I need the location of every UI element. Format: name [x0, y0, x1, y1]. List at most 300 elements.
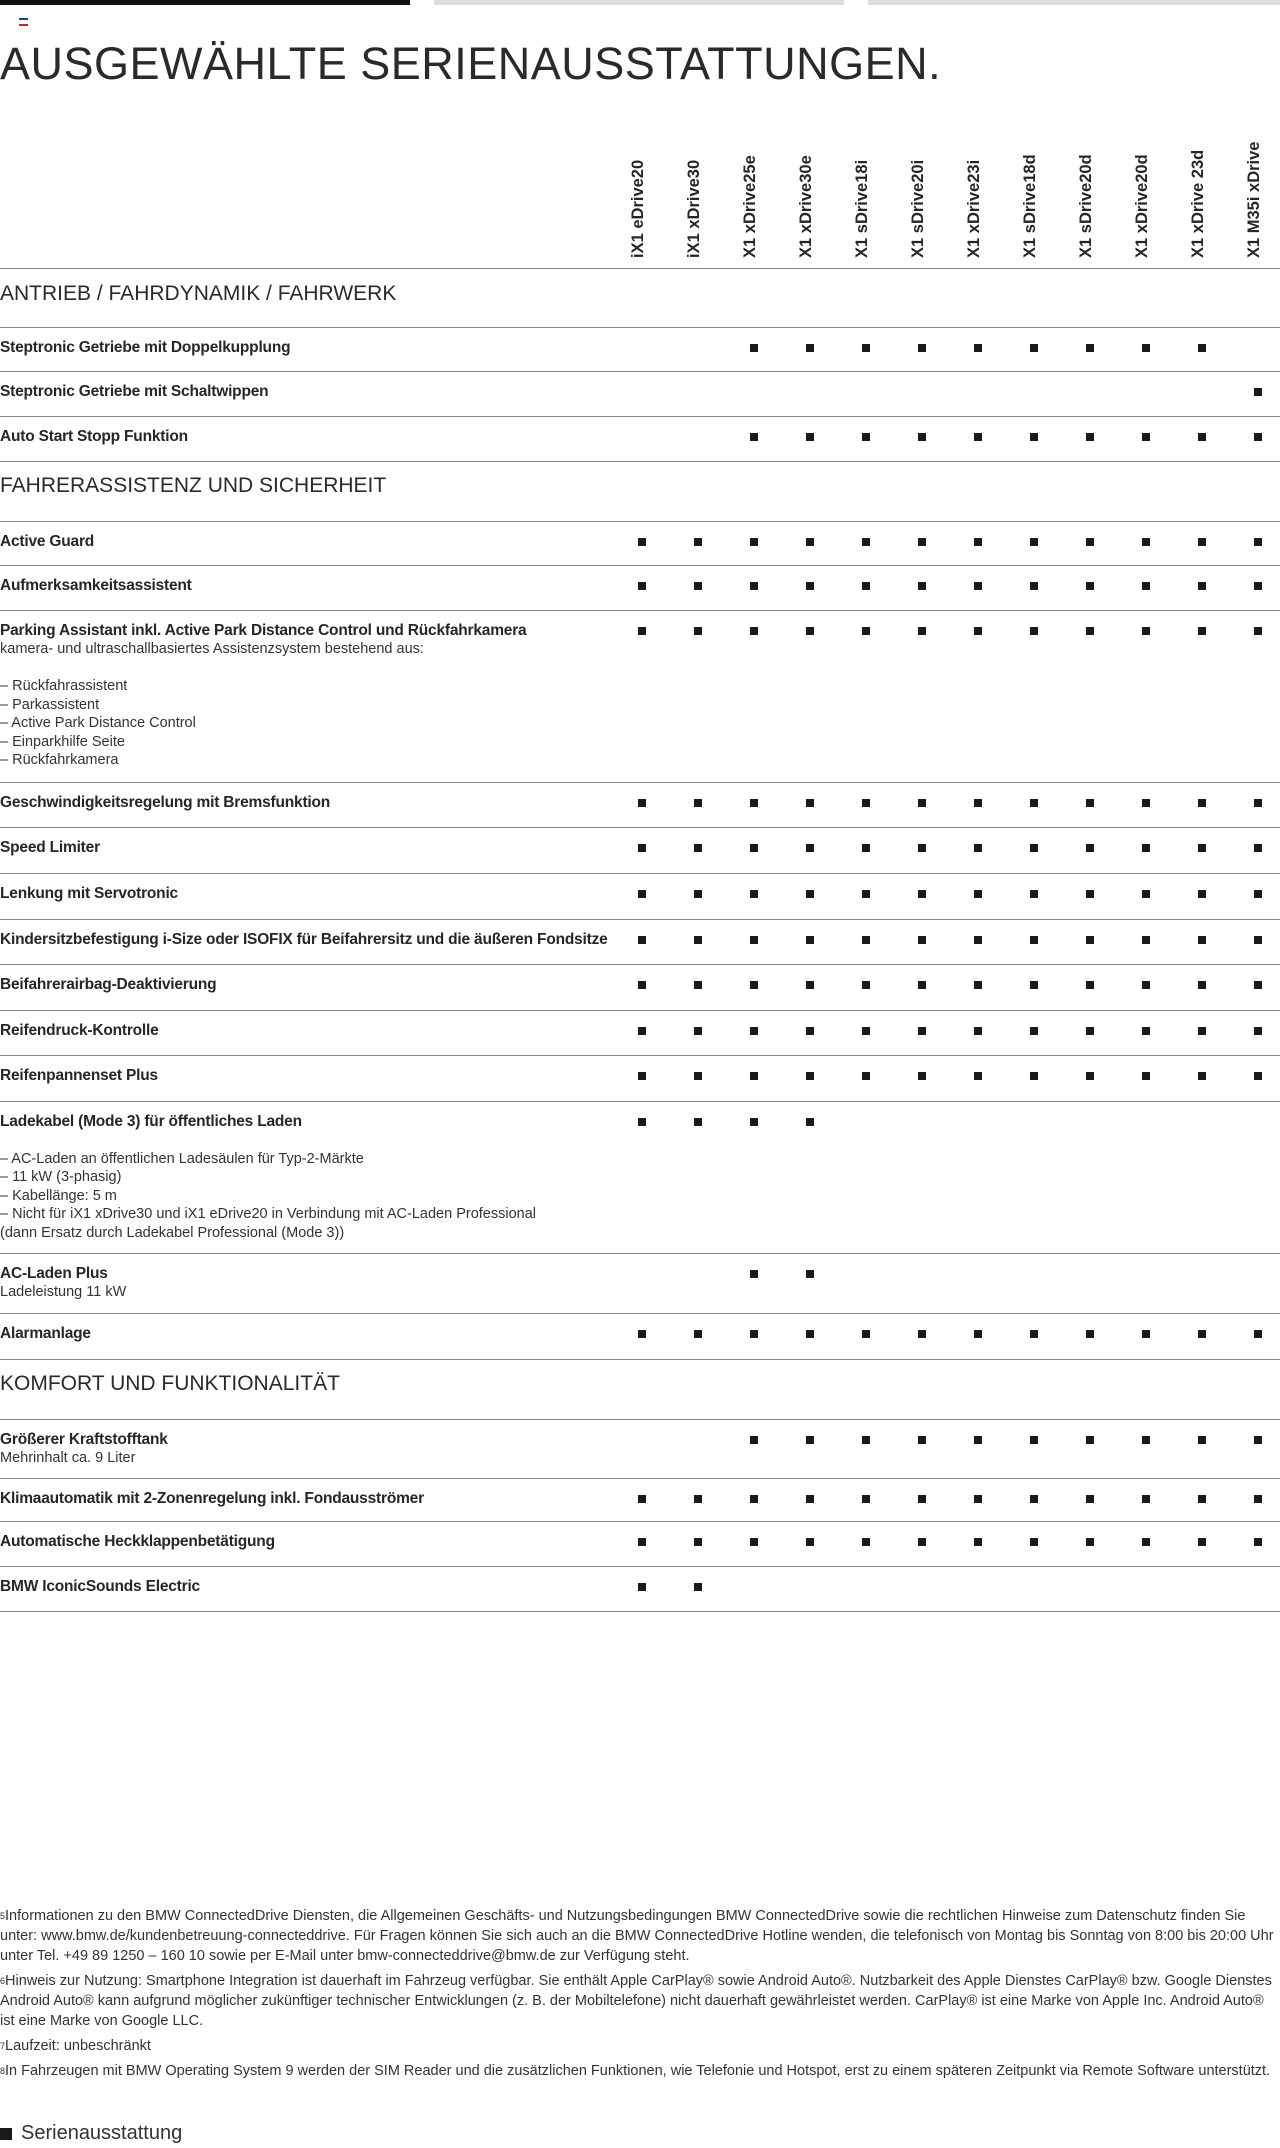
feature-name: Lenkung mit Servotronic — [0, 885, 178, 902]
section-title: FAHRERASSISTENZ UND SICHERHEIT — [0, 474, 387, 497]
serienausstattung-marker-icon — [1254, 799, 1262, 807]
serienausstattung-marker-icon — [1142, 627, 1150, 635]
model-column-header — [614, 130, 670, 258]
serienausstattung-marker-icon — [1086, 627, 1094, 635]
serienausstattung-marker-icon — [1086, 582, 1094, 590]
serienausstattung-marker-icon — [862, 799, 870, 807]
serienausstattung-marker-icon — [1030, 1436, 1038, 1444]
serienausstattung-marker-icon — [862, 1495, 870, 1503]
serienausstattung-marker-icon — [1030, 1538, 1038, 1546]
availability-marks — [614, 582, 1280, 594]
serienausstattung-marker-icon — [1030, 1495, 1038, 1503]
serienausstattung-marker-icon — [1142, 1072, 1150, 1080]
serienausstattung-marker-icon — [1086, 799, 1094, 807]
serienausstattung-marker-icon — [862, 890, 870, 898]
serienausstattung-marker-icon — [974, 582, 982, 590]
serienausstattung-marker-icon — [862, 433, 870, 441]
serienausstattung-marker-icon — [1254, 538, 1262, 546]
serienausstattung-marker-icon — [1086, 1330, 1094, 1338]
serienausstattung-marker-icon — [974, 1495, 982, 1503]
footnote — [0, 1906, 1280, 1966]
serienausstattung-marker-icon — [1142, 890, 1150, 898]
availability-marks — [614, 981, 1280, 993]
feature-name: Steptronic Getriebe mit Schaltwippen — [0, 383, 269, 400]
serienausstattung-marker-icon — [0, 2128, 12, 2140]
footnote-text: Informationen zu den BMW ConnectedDrive Diensten, die Allgemeinen Geschäfts- und Nutzungsbedingungen BMW ConnectedDrive sowie die rechtlichen Hinweise zum Datenschutz finden Sie unter: www.bmw.de/kundenbetreuung-connecteddrive. Für Fragen können Sie sich auch an die BMW ConnectedDrive Hotline wenden, die telefonisch von Montag bis Sonntag von 8:00 bis 20:00 Uhr unter Tel. +49 89 1250 – 160 10 sowie per E-Mail unter bmw-connecteddrive@bmw.de zur Verfügung steht. — [0, 1908, 1274, 1964]
availability-marks — [614, 538, 1280, 550]
serienausstattung-marker-icon — [750, 1027, 758, 1035]
serienausstattung-marker-icon — [1030, 936, 1038, 944]
serienausstattung-marker-icon — [694, 1330, 702, 1338]
serienausstattung-marker-icon — [1198, 1027, 1206, 1035]
feature-label — [0, 975, 620, 994]
serienausstattung-marker-icon — [1254, 844, 1262, 852]
serienausstattung-marker-icon — [974, 981, 982, 989]
progress-segment — [434, 0, 844, 5]
serienausstattung-marker-icon — [918, 1538, 926, 1546]
feature-name: Geschwindigkeitsregelung mit Bremsfunktion — [0, 794, 331, 811]
serienausstattung-marker-icon — [638, 1118, 646, 1126]
serienausstattung-marker-icon — [862, 1538, 870, 1546]
serienausstattung-marker-icon — [1198, 1538, 1206, 1546]
serienausstattung-marker-icon — [806, 538, 814, 546]
serienausstattung-marker-icon — [1254, 1027, 1262, 1035]
model-column-header — [1230, 130, 1280, 258]
serienausstattung-marker-icon — [694, 1027, 702, 1035]
table-row — [0, 965, 1280, 1011]
model-name: X1 sDrive20i — [909, 159, 927, 258]
serienausstattung-marker-icon — [806, 582, 814, 590]
feature-label — [0, 1324, 620, 1343]
serienausstattung-marker-icon — [1142, 538, 1150, 546]
serienausstattung-marker-icon — [638, 936, 646, 944]
serienausstattung-marker-icon — [974, 433, 982, 441]
model-name: X1 sDrive18i — [853, 159, 871, 258]
serienausstattung-marker-icon — [862, 1027, 870, 1035]
model-column-header — [726, 130, 782, 258]
serienausstattung-marker-icon — [750, 799, 758, 807]
model-name: X1 xDrive 23d — [1189, 149, 1207, 258]
serienausstattung-marker-icon — [1254, 1072, 1262, 1080]
serienausstattung-marker-icon — [1142, 1436, 1150, 1444]
footnote-number: 7 — [0, 2041, 6, 2051]
feature-label — [0, 338, 620, 357]
serienausstattung-marker-icon — [1086, 981, 1094, 989]
serienausstattung-marker-icon — [862, 844, 870, 852]
feature-name: Automatische Heckklappenbetätigung — [0, 1533, 275, 1550]
serienausstattung-marker-icon — [750, 890, 758, 898]
feature-label — [0, 1066, 620, 1085]
serienausstattung-marker-icon — [694, 981, 702, 989]
feature-label — [0, 884, 620, 903]
model-column-header — [670, 130, 726, 258]
serienausstattung-marker-icon — [1198, 1330, 1206, 1338]
serienausstattung-marker-icon — [1198, 433, 1206, 441]
availability-marks — [614, 1270, 1280, 1282]
feature-name: Ladekabel (Mode 3) für öffentliches Laden — [0, 1113, 302, 1130]
model-column-header — [838, 130, 894, 258]
serienausstattung-marker-icon — [694, 799, 702, 807]
serienausstattung-marker-icon — [750, 981, 758, 989]
progress-segment — [868, 0, 1280, 5]
table-row — [0, 1479, 1280, 1522]
serienausstattung-marker-icon — [1198, 890, 1206, 898]
table-row — [0, 874, 1280, 920]
serienausstattung-marker-icon — [806, 344, 814, 352]
serienausstattung-marker-icon — [974, 844, 982, 852]
serienausstattung-marker-icon — [1030, 1072, 1038, 1080]
serienausstattung-marker-icon — [1142, 981, 1150, 989]
feature-name: BMW IconicSounds Electric — [0, 1578, 200, 1595]
model-name: X1 M35i xDrive — [1245, 141, 1263, 258]
model-column-header — [950, 130, 1006, 258]
availability-marks — [614, 936, 1280, 948]
availability-marks — [614, 799, 1280, 811]
serienausstattung-marker-icon — [694, 538, 702, 546]
serienausstattung-marker-icon — [806, 1436, 814, 1444]
feature-name: Parking Assistant inkl. Active Park Distance Control und Rückfahrkamera — [0, 622, 527, 639]
feature-label — [0, 1430, 620, 1468]
serienausstattung-marker-icon — [1086, 1027, 1094, 1035]
table-row — [0, 1102, 1280, 1254]
serienausstattung-marker-icon — [638, 1072, 646, 1080]
feature-name: Aufmerksamkeitsassistent — [0, 577, 192, 594]
serienausstattung-marker-icon — [806, 1330, 814, 1338]
serienausstattung-marker-icon — [974, 1027, 982, 1035]
section-header — [0, 282, 1280, 306]
serienausstattung-marker-icon — [1142, 582, 1150, 590]
table-row — [0, 1567, 1280, 1612]
availability-marks — [614, 844, 1280, 856]
footnote-number: 6 — [0, 1976, 6, 1986]
serienausstattung-marker-icon — [1198, 799, 1206, 807]
serienausstattung-marker-icon — [694, 844, 702, 852]
serienausstattung-marker-icon — [1198, 344, 1206, 352]
flag-icon — [19, 18, 28, 25]
serienausstattung-marker-icon — [806, 1495, 814, 1503]
model-column-header — [1118, 130, 1174, 258]
serienausstattung-marker-icon — [974, 1330, 982, 1338]
table-row — [0, 1522, 1280, 1567]
serienausstattung-marker-icon — [1254, 981, 1262, 989]
table-row — [0, 417, 1280, 462]
serienausstattung-marker-icon — [974, 799, 982, 807]
feature-label — [0, 793, 620, 812]
feature-description: Mehrinhalt ca. 9 Liter — [0, 1450, 136, 1466]
feature-label — [0, 576, 620, 595]
feature-name: Speed Limiter — [0, 839, 100, 856]
serienausstattung-marker-icon — [1142, 1027, 1150, 1035]
serienausstattung-marker-icon — [638, 627, 646, 635]
feature-name: Active Guard — [0, 533, 95, 550]
model-column-header — [1006, 130, 1062, 258]
page-progress-bar — [0, 0, 1280, 6]
serienausstattung-marker-icon — [1030, 538, 1038, 546]
serienausstattung-marker-icon — [1142, 799, 1150, 807]
serienausstattung-marker-icon — [1254, 627, 1262, 635]
serienausstattung-marker-icon — [1142, 433, 1150, 441]
model-name: X1 xDrive25e — [741, 155, 759, 258]
feature-label — [0, 427, 620, 446]
availability-marks — [614, 627, 1280, 639]
serienausstattung-marker-icon — [750, 344, 758, 352]
serienausstattung-marker-icon — [918, 344, 926, 352]
model-name: X1 xDrive20d — [1133, 154, 1151, 258]
legend-label: Serienausstattung — [21, 2122, 183, 2144]
serienausstattung-marker-icon — [1254, 890, 1262, 898]
feature-label — [0, 621, 620, 770]
serienausstattung-marker-icon — [1142, 1330, 1150, 1338]
table-row — [0, 611, 1280, 783]
feature-name: Auto Start Stopp Funktion — [0, 428, 188, 445]
feature-label — [0, 1489, 620, 1508]
serienausstattung-marker-icon — [1198, 936, 1206, 944]
serienausstattung-marker-icon — [1030, 799, 1038, 807]
serienausstattung-marker-icon — [974, 344, 982, 352]
serienausstattung-marker-icon — [750, 1270, 758, 1278]
serienausstattung-marker-icon — [1030, 344, 1038, 352]
serienausstattung-marker-icon — [1254, 1538, 1262, 1546]
serienausstattung-marker-icon — [1142, 1538, 1150, 1546]
feature-name: AC-Laden Plus — [0, 1265, 108, 1282]
serienausstattung-marker-icon — [1086, 1495, 1094, 1503]
footnote-text: Laufzeit: unbeschränkt — [5, 2038, 151, 2054]
serienausstattung-marker-icon — [806, 627, 814, 635]
serienausstattung-marker-icon — [750, 936, 758, 944]
availability-marks — [614, 1072, 1280, 1084]
model-column-header — [894, 130, 950, 258]
section-title: KOMFORT UND FUNKTIONALITÄT — [0, 1372, 340, 1395]
serienausstattung-marker-icon — [694, 1118, 702, 1126]
table-row — [0, 1254, 1280, 1314]
serienausstattung-marker-icon — [918, 1495, 926, 1503]
serienausstattung-marker-icon — [806, 890, 814, 898]
serienausstattung-marker-icon — [862, 1072, 870, 1080]
model-name: iX1 eDrive20 — [629, 159, 647, 258]
serienausstattung-marker-icon — [1030, 433, 1038, 441]
serienausstattung-marker-icon — [750, 627, 758, 635]
serienausstattung-marker-icon — [862, 627, 870, 635]
footnotes — [0, 1906, 1280, 2086]
serienausstattung-marker-icon — [918, 844, 926, 852]
feature-label — [0, 1577, 620, 1596]
serienausstattung-marker-icon — [1086, 344, 1094, 352]
table-row — [0, 566, 1280, 611]
serienausstattung-marker-icon — [638, 1495, 646, 1503]
serienausstattung-marker-icon — [918, 936, 926, 944]
serienausstattung-marker-icon — [806, 1538, 814, 1546]
feature-label — [0, 532, 620, 551]
serienausstattung-marker-icon — [918, 1072, 926, 1080]
model-name: X1 sDrive20d — [1077, 154, 1095, 258]
serienausstattung-marker-icon — [694, 1072, 702, 1080]
serienausstattung-marker-icon — [694, 936, 702, 944]
model-name: iX1 xDrive30 — [685, 159, 703, 258]
feature-name: Alarmanlage — [0, 1325, 91, 1342]
serienausstattung-marker-icon — [1030, 844, 1038, 852]
serienausstattung-marker-icon — [1030, 1027, 1038, 1035]
serienausstattung-marker-icon — [1254, 1436, 1262, 1444]
model-column-header — [1174, 130, 1230, 258]
serienausstattung-marker-icon — [1254, 1330, 1262, 1338]
serienausstattung-marker-icon — [862, 981, 870, 989]
serienausstattung-marker-icon — [918, 582, 926, 590]
feature-label — [0, 1264, 620, 1302]
feature-label — [0, 1021, 620, 1040]
serienausstattung-marker-icon — [862, 538, 870, 546]
feature-name: Reifendruck-Kontrolle — [0, 1022, 159, 1039]
footnote — [0, 2036, 1280, 2056]
serienausstattung-marker-icon — [1198, 1436, 1206, 1444]
header-divider — [0, 268, 1280, 269]
availability-marks — [614, 1330, 1280, 1342]
serienausstattung-marker-icon — [918, 981, 926, 989]
serienausstattung-marker-icon — [806, 433, 814, 441]
serienausstattung-marker-icon — [638, 582, 646, 590]
page-title: AUSGEWÄHLTE SERIENAUSSTATTUNGEN. — [0, 38, 942, 89]
section-header — [0, 474, 1280, 498]
serienausstattung-marker-icon — [638, 1583, 646, 1591]
serienausstattung-marker-icon — [638, 799, 646, 807]
model-name: X1 xDrive30e — [797, 155, 815, 258]
serienausstattung-marker-icon — [1086, 433, 1094, 441]
serienausstattung-marker-icon — [694, 582, 702, 590]
serienausstattung-marker-icon — [806, 936, 814, 944]
serienausstattung-marker-icon — [806, 799, 814, 807]
serienausstattung-marker-icon — [694, 1538, 702, 1546]
table-row — [0, 1314, 1280, 1360]
serienausstattung-marker-icon — [1198, 627, 1206, 635]
serienausstattung-marker-icon — [750, 1538, 758, 1546]
serienausstattung-marker-icon — [750, 1330, 758, 1338]
footnote-text: Hinweis zur Nutzung: Smartphone Integration ist dauerhaft im Fahrzeug verfügbar. Sie enthält Apple CarPlay® sowie Android Auto®. Nutzbarkeit des Apple Dienstes CarPlay® bzw. Google Dienstes Android Auto® kann aufgrund möglicher zukünftiger technischer Entwicklungen (z. B. der Mobiltelefone) nicht dauerhaft gewährleistet werden. CarPlay® ist eine Marke von Apple Inc. Android Auto® ist eine Marke von Google LLC. — [0, 1973, 1272, 2029]
serienausstattung-marker-icon — [974, 936, 982, 944]
availability-marks — [614, 433, 1280, 445]
availability-marks — [614, 388, 1280, 400]
feature-label — [0, 1532, 620, 1551]
serienausstattung-marker-icon — [638, 538, 646, 546]
serienausstattung-marker-icon — [638, 981, 646, 989]
serienausstattung-marker-icon — [1030, 981, 1038, 989]
serienausstattung-marker-icon — [1030, 627, 1038, 635]
availability-marks — [614, 1538, 1280, 1550]
serienausstattung-marker-icon — [806, 1072, 814, 1080]
serienausstattung-marker-icon — [638, 844, 646, 852]
serienausstattung-marker-icon — [806, 1027, 814, 1035]
feature-name: Klimaautomatik mit 2-Zonenregelung inkl. Fondausströmer — [0, 1490, 424, 1507]
serienausstattung-marker-icon — [694, 1583, 702, 1591]
section-header — [0, 1372, 1280, 1396]
feature-name: Reifenpannenset Plus — [0, 1067, 158, 1084]
serienausstattung-marker-icon — [974, 538, 982, 546]
serienausstattung-marker-icon — [1198, 981, 1206, 989]
serienausstattung-marker-icon — [918, 890, 926, 898]
serienausstattung-marker-icon — [750, 1495, 758, 1503]
serienausstattung-marker-icon — [638, 1330, 646, 1338]
availability-marks — [614, 1118, 1280, 1130]
footnote-number: 5 — [0, 1911, 6, 1921]
serienausstattung-marker-icon — [1198, 844, 1206, 852]
table-row — [0, 372, 1280, 417]
model-name: X1 sDrive18d — [1021, 154, 1039, 258]
serienausstattung-marker-icon — [918, 1027, 926, 1035]
availability-marks — [614, 344, 1280, 356]
serienausstattung-marker-icon — [806, 1270, 814, 1278]
serienausstattung-marker-icon — [638, 1027, 646, 1035]
serienausstattung-marker-icon — [1254, 388, 1262, 396]
serienausstattung-marker-icon — [806, 1118, 814, 1126]
serienausstattung-marker-icon — [918, 627, 926, 635]
serienausstattung-marker-icon — [1142, 344, 1150, 352]
serienausstattung-marker-icon — [1198, 1072, 1206, 1080]
serienausstattung-marker-icon — [862, 1330, 870, 1338]
serienausstattung-marker-icon — [750, 844, 758, 852]
serienausstattung-marker-icon — [1254, 936, 1262, 944]
serienausstattung-marker-icon — [1198, 538, 1206, 546]
serienausstattung-marker-icon — [974, 1436, 982, 1444]
feature-name: Beifahrerairbag-Deaktivierung — [0, 976, 217, 993]
serienausstattung-marker-icon — [974, 627, 982, 635]
feature-label — [0, 1112, 620, 1242]
serienausstattung-marker-icon — [1086, 936, 1094, 944]
serienausstattung-marker-icon — [1198, 582, 1206, 590]
table-row — [0, 920, 1280, 965]
serienausstattung-marker-icon — [862, 344, 870, 352]
serienausstattung-marker-icon — [750, 582, 758, 590]
serienausstattung-marker-icon — [974, 890, 982, 898]
serienausstattung-marker-icon — [638, 890, 646, 898]
serienausstattung-marker-icon — [1030, 582, 1038, 590]
availability-marks — [614, 1027, 1280, 1039]
serienausstattung-marker-icon — [918, 538, 926, 546]
serienausstattung-marker-icon — [1254, 1495, 1262, 1503]
serienausstattung-marker-icon — [1030, 890, 1038, 898]
serienausstattung-marker-icon — [918, 433, 926, 441]
serienausstattung-marker-icon — [694, 627, 702, 635]
serienausstattung-marker-icon — [974, 1072, 982, 1080]
serienausstattung-marker-icon — [1142, 936, 1150, 944]
model-name: X1 xDrive23i — [965, 159, 983, 258]
table-row — [0, 1056, 1280, 1102]
serienausstattung-marker-icon — [806, 844, 814, 852]
serienausstattung-marker-icon — [1142, 844, 1150, 852]
footnote — [0, 2061, 1280, 2081]
footnote-number: 8 — [0, 2066, 6, 2076]
serienausstattung-marker-icon — [918, 1330, 926, 1338]
feature-name: Größerer Kraftstofftank — [0, 1431, 168, 1448]
availability-marks — [614, 1436, 1280, 1448]
availability-marks — [614, 890, 1280, 902]
serienausstattung-marker-icon — [1254, 433, 1262, 441]
serienausstattung-marker-icon — [638, 1538, 646, 1546]
serienausstattung-marker-icon — [1086, 844, 1094, 852]
serienausstattung-marker-icon — [694, 1495, 702, 1503]
serienausstattung-marker-icon — [750, 1436, 758, 1444]
serienausstattung-marker-icon — [918, 1436, 926, 1444]
serienausstattung-marker-icon — [974, 1538, 982, 1546]
availability-marks — [614, 1583, 1280, 1595]
table-row — [0, 327, 1280, 372]
serienausstattung-marker-icon — [1030, 1330, 1038, 1338]
feature-description: – AC-Laden an öffentlichen Ladesäulen für Typ-2-Märkte – 11 kW (3-phasig) – Kabellänge: 5 m – Nicht für iX1 xDrive30 und iX1 eDrive20 in Verbindung mit AC-Laden Professional (dann Ersatz durch Ladekabel Professional (Mode 3)) — [0, 1150, 536, 1241]
serienausstattung-marker-icon — [862, 936, 870, 944]
serienausstattung-marker-icon — [806, 981, 814, 989]
section-title: ANTRIEB / FAHRDYNAMIK / FAHRWERK — [0, 282, 397, 305]
legend — [0, 2122, 182, 2145]
serienausstattung-marker-icon — [750, 433, 758, 441]
footnote-text: In Fahrzeugen mit BMW Operating System 9 werden der SIM Reader und die zusätzlichen Funktionen, wie Telefonie und Hotspot, erst zu einem späteren Zeitpunkt via Remote Software unterstützt. — [5, 2063, 1271, 2079]
availability-marks — [614, 1495, 1280, 1507]
